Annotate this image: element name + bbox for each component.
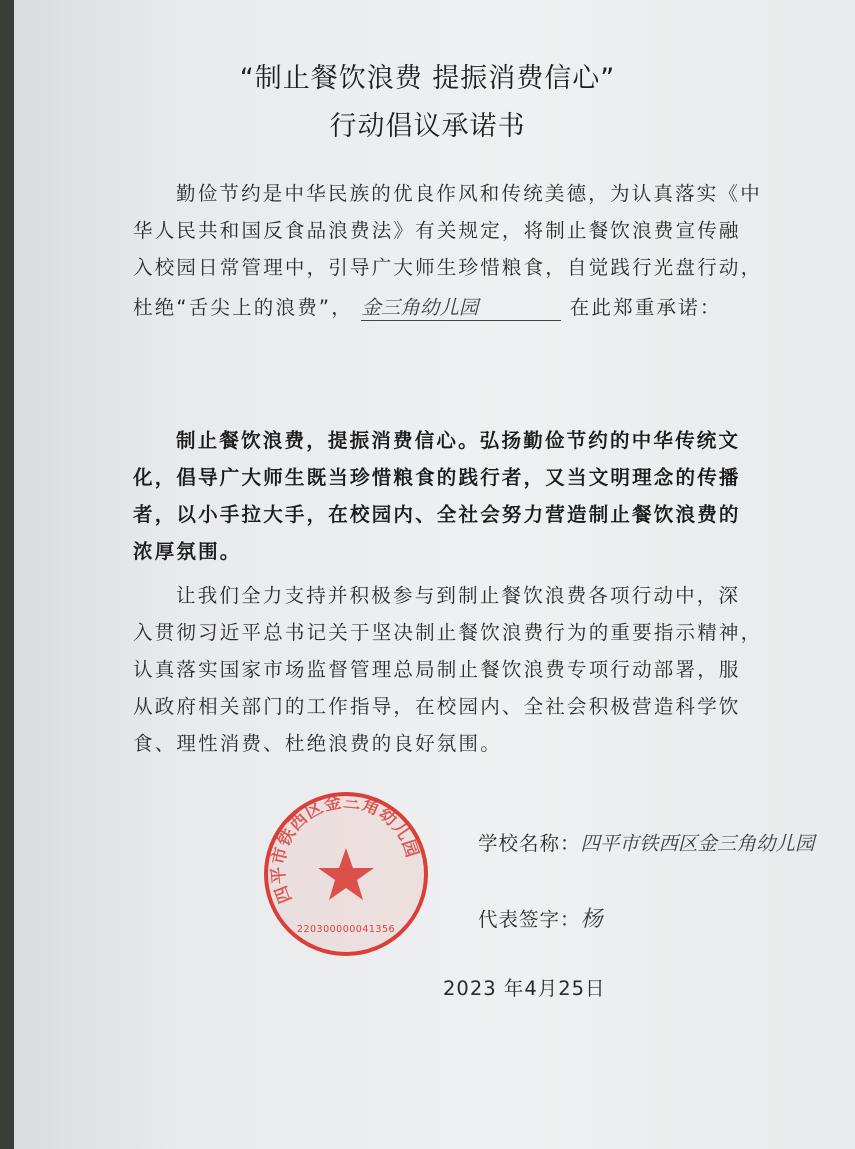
title-line-2: 行动倡议承诺书 bbox=[329, 111, 526, 142]
title-line-1: “制止餐饮浪费 提振消费信心” bbox=[239, 63, 616, 94]
representative-row bbox=[478, 902, 604, 933]
school-name-handwritten: 四平市铁西区金三角幼儿园 bbox=[580, 832, 815, 855]
text-suffix: 在此郑重承诺： bbox=[569, 296, 722, 319]
text-line: 认真落实国家市场监督管理总局制止餐饮浪费专项行动部署，服 bbox=[133, 658, 741, 681]
document-page bbox=[14, 0, 855, 1149]
text-line: 制止餐饮浪费，提振消费信心。弘扬勤俭节约的中华传统文 bbox=[176, 429, 741, 452]
text-line: 入贯彻习近平总书记关于坚决制止餐饮浪费行为的重要指示精神， bbox=[133, 621, 763, 644]
official-seal bbox=[262, 790, 430, 958]
text-line: 浓厚氛围。 bbox=[133, 540, 242, 563]
representative-signature: 杨 bbox=[580, 907, 604, 932]
text-line: 入校园日常管理中，引导广大师生珍惜粮食，自觉践行光盘行动， bbox=[133, 256, 763, 279]
date: 2023 年4月25日 bbox=[443, 977, 606, 1000]
representative-label: 代表签字： bbox=[478, 908, 581, 931]
text-line: 让我们全力支持并积极参与到制止餐饮浪费各项行动中，深 bbox=[176, 584, 741, 607]
text-line: 从政府相关部门的工作指导，在校园内、全社会积极营造科学饮 bbox=[133, 695, 741, 718]
seal-number: 220300000041356 bbox=[296, 924, 396, 935]
text-line bbox=[133, 292, 722, 321]
text-line: 华人民共和国反食品浪费法》有关规定，将制止餐饮浪费宣传融 bbox=[133, 219, 741, 242]
text-line: 勤俭节约是中华民族的优良作风和传统美德，为认真落实《中 bbox=[176, 182, 762, 205]
name-fill-field bbox=[361, 292, 561, 321]
text-line: 者，以小手拉大手，在校园内、全社会努力营造制止餐饮浪费的 bbox=[133, 503, 741, 526]
school-name-row bbox=[478, 828, 815, 856]
text-prefix: 杜绝“舌尖上的浪费”， bbox=[133, 296, 353, 319]
school-name-label: 学校名称： bbox=[478, 832, 581, 855]
seal-text: 四平市铁西区金三角幼儿园 bbox=[268, 792, 423, 906]
handwritten-name: 金三角幼儿园 bbox=[361, 296, 479, 319]
text-line: 食、理性消费、杜绝浪费的良好氛围。 bbox=[133, 732, 502, 755]
text-line: 化，倡导广大师生既当珍惜粮食的践行者，又当文明理念的传播 bbox=[133, 466, 741, 489]
